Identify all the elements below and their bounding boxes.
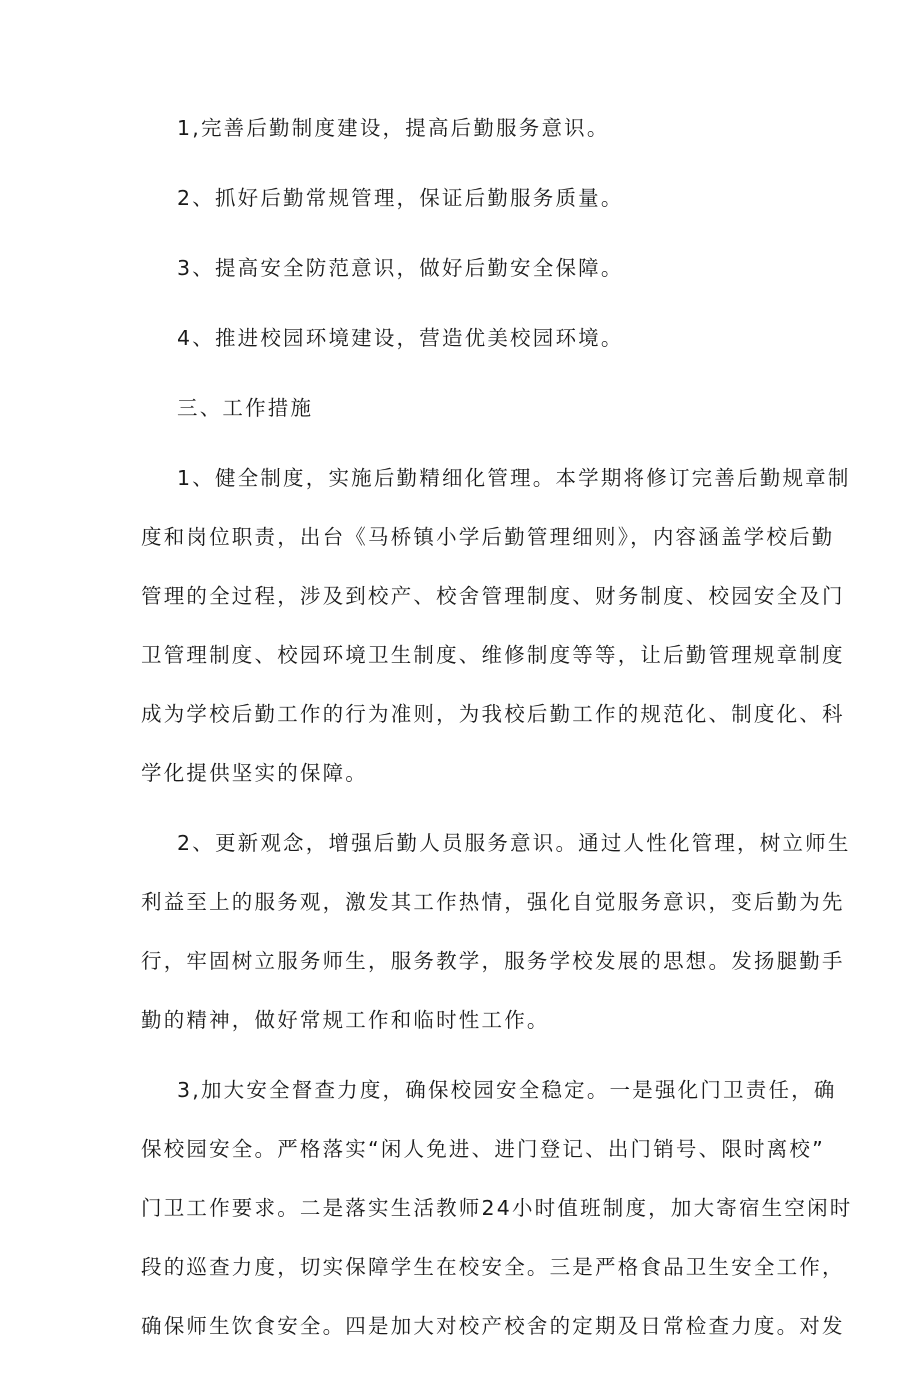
paragraph-line: 3,加大安全督查力度，确保校园安全稳定。一是强化门卫责任，确	[177, 1078, 837, 1102]
document-body	[141, 112, 853, 1380]
section-heading: 三、工作措施	[177, 396, 314, 420]
paragraph-line: 2、更新观念，增强后勤人员服务意识。通过人性化管理，树立师生	[177, 831, 851, 855]
measure-paragraph	[141, 1074, 853, 1343]
goal-item: 1,完善后勤制度建设，提高后勤服务意识。	[177, 116, 610, 140]
paragraph-line: 成为学校后勤工作的行为准则，为我校后勤工作的规范化、制度化、科	[141, 702, 845, 726]
paragraph-line: 卫管理制度、校园环境卫生制度、维修制度等等，让后勤管理规章制度	[141, 643, 845, 667]
paragraph-line: 保校园安全。严格落实“闲人免进、进门登记、出门销号、限时离校”	[141, 1137, 825, 1161]
paragraph-line: 段的巡查力度，切实保障学生在校安全。三是严格食品卫生安全工作，	[141, 1255, 845, 1279]
paragraph-line: 学化提供坚实的保障。	[141, 761, 368, 785]
paragraph-line: 管理的全过程，涉及到校产、校舍管理制度、财务制度、校园安全及门	[141, 584, 845, 608]
paragraph-line: 门卫工作要求。二是落实生活教师24小时值班制度，加大寄宿生空闲时	[141, 1196, 853, 1220]
paragraph-line: 行，牢固树立服务师生，服务教学，服务学校发展的思想。发扬腿勤手	[141, 949, 845, 973]
paragraph-line: 勤的精神，做好常规工作和临时性工作。	[141, 1008, 550, 1032]
paragraph-line: 确保师生饮食安全。四是加大对校产校舍的定期及日常检查力度。对发	[141, 1314, 845, 1338]
goal-item: 2、抓好后勤常规管理，保证后勤服务质量。	[177, 186, 624, 210]
paragraph-line: 1、健全制度，实施后勤精细化管理。本学期将修订完善后勤规章制	[177, 466, 851, 490]
goal-item: 4、推进校园环境建设，营造优美校园环境。	[177, 326, 624, 350]
paragraph-line: 利益至上的服务观，激发其工作热情，强化自觉服务意识，变后勤为先	[141, 890, 845, 914]
goal-item: 3、提高安全防范意识，做好后勤安全保障。	[177, 256, 624, 280]
measure-paragraph	[141, 462, 851, 790]
paragraph-line: 度和岗位职责，出台《马桥镇小学后勤管理细则》，内容涵盖学校后勤	[141, 525, 835, 549]
measure-paragraph	[141, 827, 851, 1037]
